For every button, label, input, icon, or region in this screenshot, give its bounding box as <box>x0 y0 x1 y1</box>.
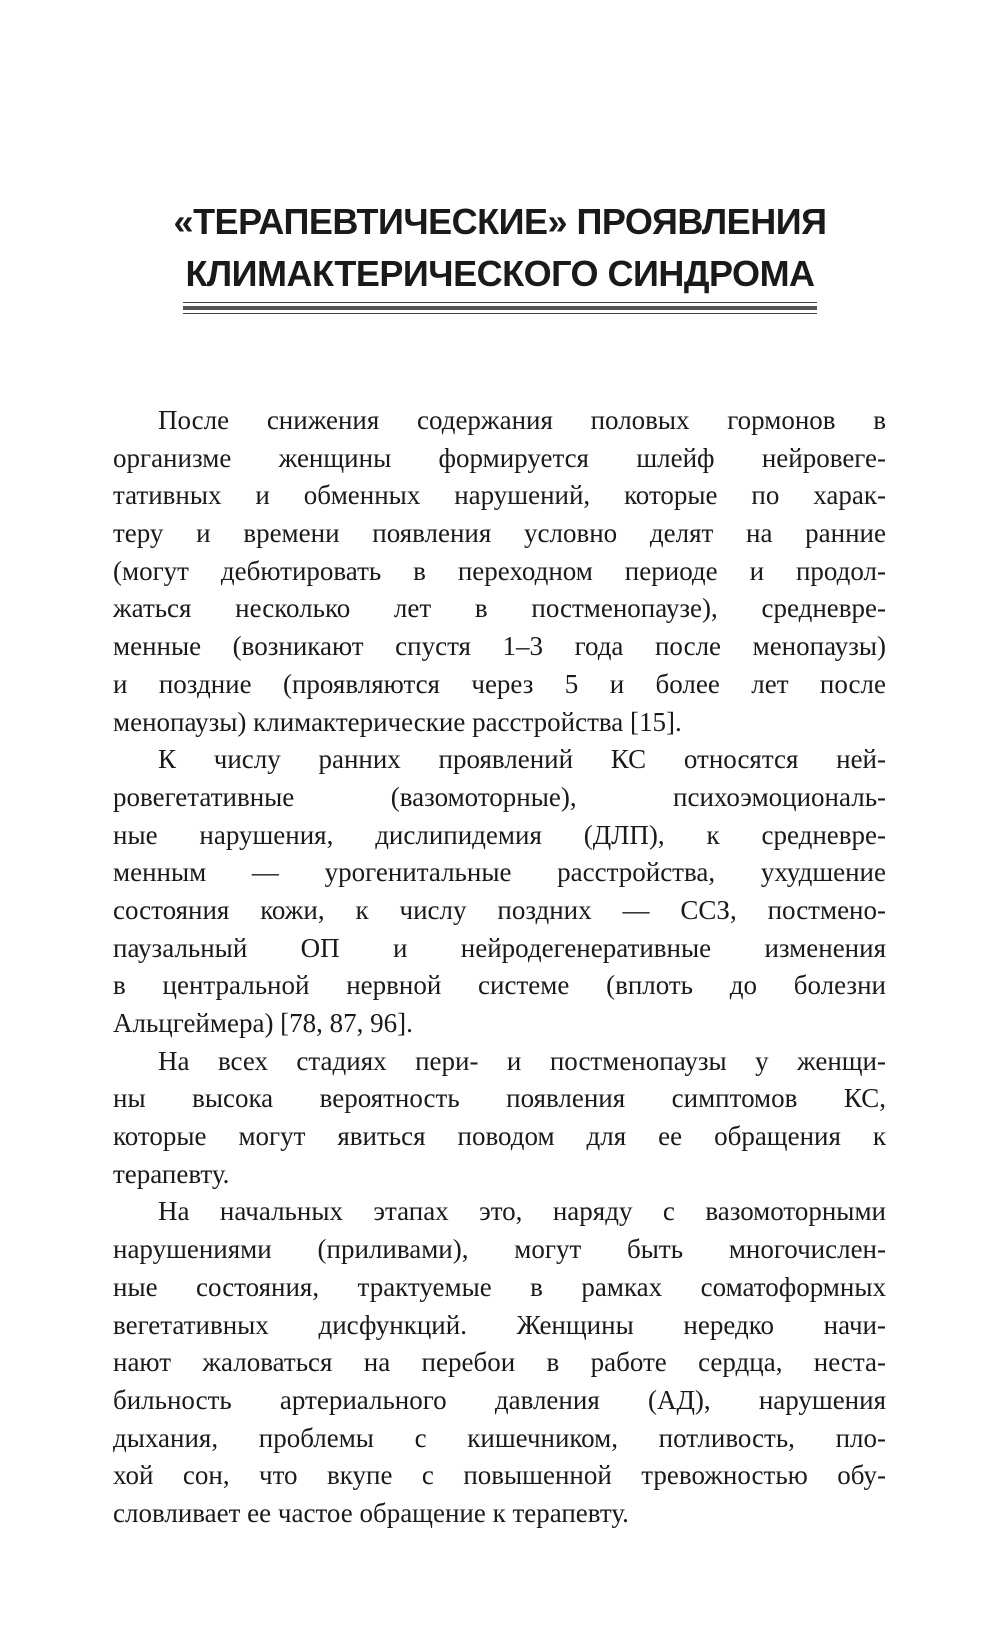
text-line: менные (возникают спустя 1–3 года после менопаузы) <box>113 631 886 662</box>
text-line: словливает ее частое обращение к терапевту. <box>113 1497 629 1528</box>
text-line: теру и времени появления условно делят на ранние <box>113 518 886 549</box>
text-line: (могут дебютировать в переходном периоде и продол- <box>113 555 886 586</box>
text-line: ные состояния, трактуемые в рамках соматоформных <box>113 1271 886 1302</box>
text-line: Альцгеймера) [78, 87, 96]. <box>113 1008 413 1038</box>
paragraph-4 <box>113 1193 886 1532</box>
text-line: нарушениями (приливами), могут быть многочислен- <box>113 1234 886 1265</box>
paragraph-1 <box>113 402 886 741</box>
text-line: ны высока вероятность появления симптомов КС, <box>113 1083 886 1114</box>
paragraph-3 <box>113 1043 886 1194</box>
text-line: ровегетативные (вазомоторные), психоэмоциональ- <box>113 781 886 812</box>
text-line: организме женщины формируется шлейф нейровеге- <box>113 442 886 473</box>
text-line: менопаузы) климактерические расстройства [15]. <box>113 706 682 737</box>
text-line: и поздние (проявляются через 5 и более лет после <box>113 668 886 699</box>
paragraph-2 <box>113 741 886 1043</box>
body-text <box>113 402 886 1533</box>
text-line: жаться несколько лет в постменопаузе), средневре- <box>113 593 886 624</box>
text-line: К числу ранних проявлений КС относятся ней- <box>158 744 886 775</box>
text-line: На начальных этапах это, наряду с вазомоторными <box>158 1196 886 1227</box>
chapter-title-line-1: «ТЕРАПЕВТИЧЕСКИЕ» ПРОЯВЛЕНИЯ <box>173 201 827 242</box>
text-line: менным — урогенитальные расстройства, ухудшение <box>113 857 886 888</box>
text-line: нают жаловаться на перебои в работе сердца, неста- <box>113 1347 886 1378</box>
chapter-title-line-2: КЛИМАКТЕРИЧЕСКОГО СИНДРОМА <box>185 253 815 294</box>
text-line: вегетативных дисфункций. Женщины нередко начи- <box>113 1309 886 1340</box>
text-line: состояния кожи, к числу поздних — ССЗ, постмено- <box>113 894 886 925</box>
text-line: терапевту. <box>113 1158 230 1189</box>
text-line: ные нарушения, дислипидемия (ДЛП), к средневре- <box>113 819 886 850</box>
text-line: паузальный ОП и нейродегенеративные изменения <box>113 932 886 963</box>
text-line: в центральной нервной системе (вплоть до болезни <box>113 970 886 1001</box>
text-line: На всех стадиях пери- и постменопаузы у женщи- <box>158 1045 886 1076</box>
title-rule-thin-top <box>183 302 817 303</box>
title-rule-thin-bottom <box>183 313 817 314</box>
title-rule-thick <box>183 306 817 310</box>
chapter-title <box>150 196 850 300</box>
text-line: бильность артериального давления (АД), нарушения <box>113 1384 886 1415</box>
text-line: которые могут явиться поводом для ее обращения к <box>113 1121 886 1152</box>
text-line: тативных и обменных нарушений, которые по харак- <box>113 480 886 511</box>
text-line: хой сон, что вкупе с повышенной тревожностью обу- <box>113 1460 886 1491</box>
text-line: После снижения содержания половых гормонов в <box>158 405 886 435</box>
text-line: дыхания, проблемы с кишечником, потливость, пло- <box>113 1422 886 1453</box>
